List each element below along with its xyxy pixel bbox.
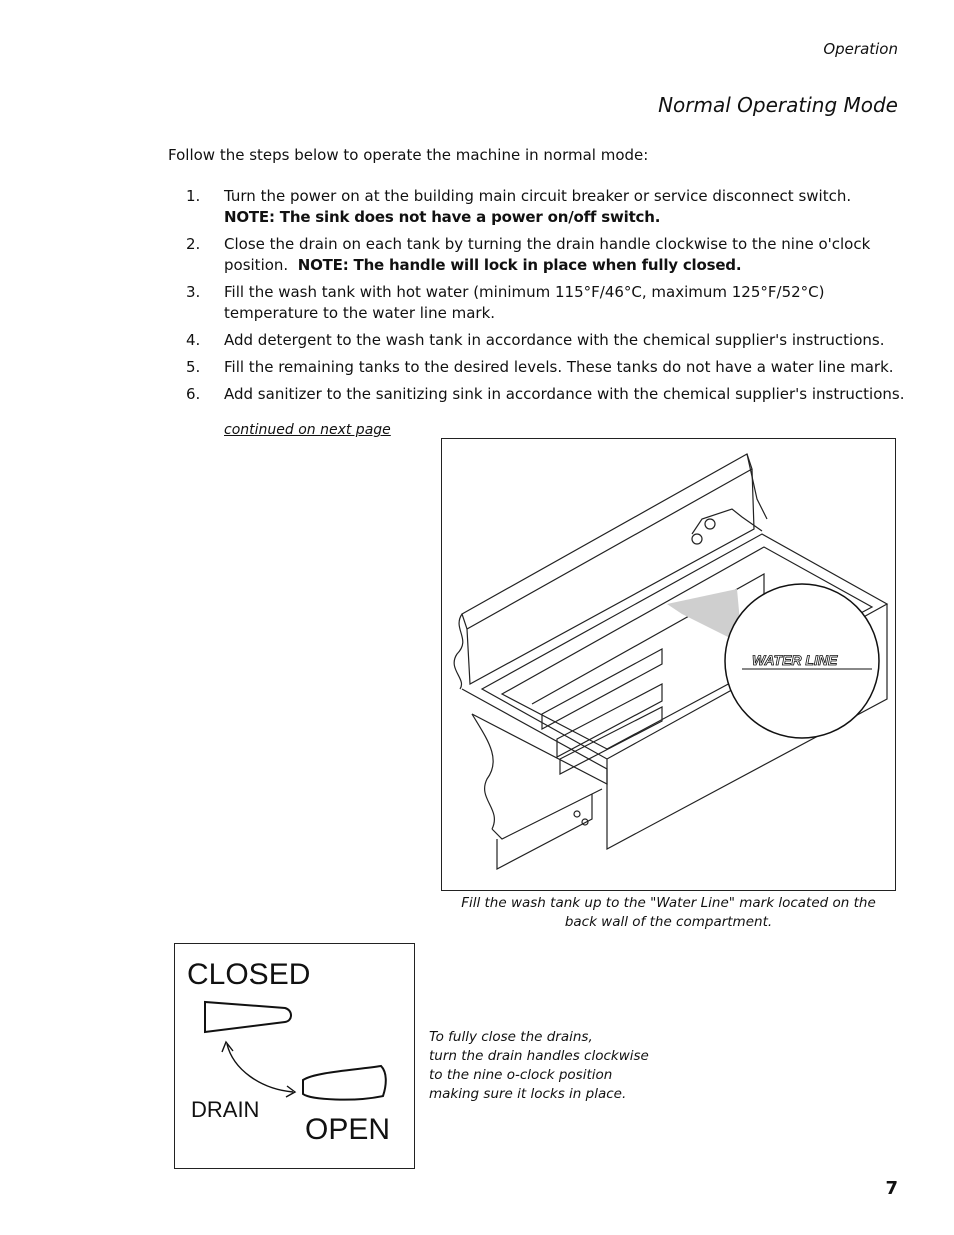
step-number: 5. <box>186 358 201 376</box>
drain-drawing <box>175 944 415 1169</box>
continued-link[interactable]: continued on next page <box>224 422 391 438</box>
figure2-caption <box>429 1028 729 1104</box>
closed-handle-icon <box>205 1002 291 1032</box>
open-label: OPEN <box>305 1113 391 1146</box>
steps-list <box>186 186 906 411</box>
step-6 <box>186 384 906 405</box>
caption-line: making sure it locks in place. <box>429 1086 627 1102</box>
intro-text: Follow the steps below to operate the machine in normal mode: <box>168 146 649 164</box>
closed-label: CLOSED <box>187 958 311 991</box>
step-number: 6. <box>186 385 201 403</box>
step-2 <box>186 234 906 276</box>
sink-drawing <box>442 439 896 891</box>
clockwise-arrow-icon <box>227 1044 293 1092</box>
step-number: 1. <box>186 187 201 205</box>
step-text: Fill the wash tank with hot water (minimum 115°F/46°C, maximum 125°F/52°C) temperature to the water line mark. <box>224 283 825 322</box>
step-text: Close the drain on each tank by turning the drain handle clockwise to the nine o'clock position. <box>224 235 871 274</box>
sink-illustration <box>441 438 896 891</box>
open-handle-icon <box>303 1066 386 1100</box>
step-text: Add sanitizer to the sanitizing sink in accordance with the chemical supplier's instructions. <box>224 385 905 403</box>
step-number: 3. <box>186 283 201 301</box>
caption-line: turn the drain handles clockwise <box>429 1048 649 1064</box>
step-text: Fill the remaining tanks to the desired levels. These tanks do not have a water line mark. <box>224 358 894 376</box>
step-3 <box>186 282 906 324</box>
step-number: 4. <box>186 331 201 349</box>
drain-label: DRAIN <box>191 1097 260 1122</box>
step-note: NOTE: The handle will lock in place when fully closed. <box>297 256 742 274</box>
page-title: Normal Operating Mode <box>658 93 898 117</box>
page-number: 7 <box>885 1178 898 1199</box>
step-5 <box>186 357 906 378</box>
running-header: Operation <box>823 40 898 58</box>
caption-line: back wall of the compartment. <box>564 914 773 930</box>
caption-line: Fill the wash tank up to the "Water Line" mark located on the <box>461 895 876 911</box>
step-number: 2. <box>186 235 201 253</box>
step-note: NOTE: The sink does not have a power on/off switch. <box>224 208 661 226</box>
caption-line: To fully close the drains, <box>429 1029 593 1045</box>
step-4 <box>186 330 906 351</box>
step-text: Add detergent to the wash tank in accordance with the chemical supplier's instructions. <box>224 331 885 349</box>
water-line-callout: WATER LINE <box>752 652 838 668</box>
figure1-caption <box>441 894 896 932</box>
caption-line: to the nine o-clock position <box>429 1067 613 1083</box>
step-1 <box>186 186 906 228</box>
step-text: Turn the power on at the building main circuit breaker or service disconnect switch. <box>224 187 852 205</box>
drain-handle-diagram <box>174 943 415 1169</box>
